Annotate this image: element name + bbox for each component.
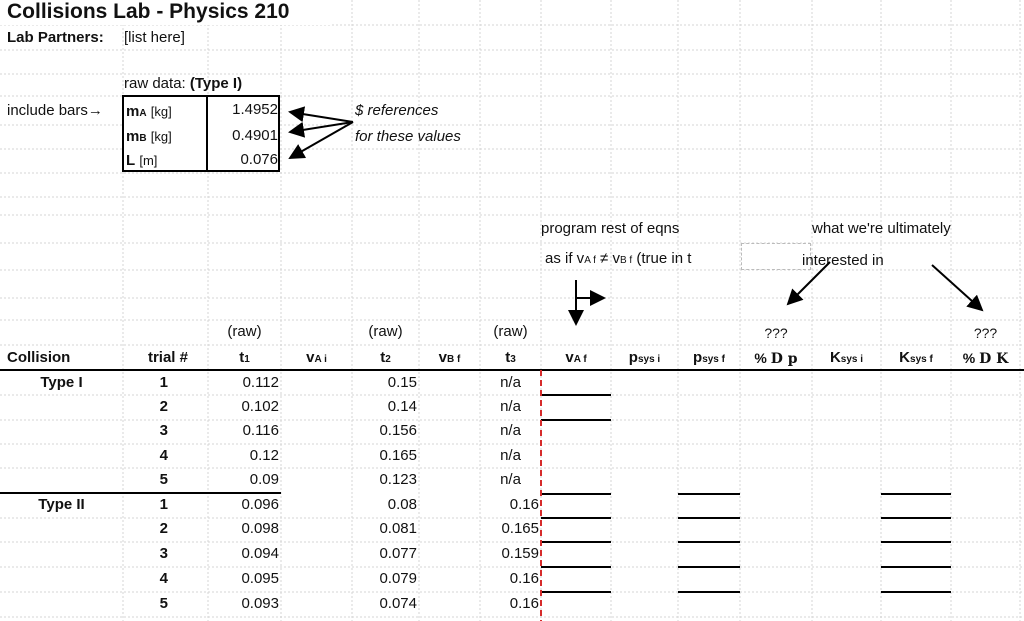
t2-cell[interactable]: 0.14	[387, 398, 417, 415]
interest-note-line1: what we're ultimately	[812, 220, 951, 237]
t3-cell[interactable]: 0.16	[509, 496, 539, 513]
header-psys-f: psys f	[693, 349, 725, 366]
t1-cell[interactable]: 0.094	[241, 545, 279, 562]
interest-note-line2: interested in	[802, 252, 884, 269]
t3-cell[interactable]: n/a	[500, 398, 521, 415]
trial-cell: 1	[159, 496, 168, 513]
sheet-title: Collisions Lab - Physics 210	[7, 0, 290, 23]
t1-cell[interactable]: 0.09	[249, 471, 279, 488]
t3-cell[interactable]: 0.159	[501, 545, 539, 562]
header-vbf: vB f	[438, 349, 461, 366]
header-trial: trial #	[147, 349, 188, 366]
param-mb-value[interactable]: 0.4901	[232, 127, 278, 144]
header-vaf: vA f	[565, 349, 587, 366]
header-qq-dp: ???	[764, 325, 788, 341]
trial-cell: 2	[159, 520, 168, 537]
param-l-value[interactable]: 0.076	[240, 151, 278, 168]
t1-cell[interactable]: 0.116	[242, 422, 279, 439]
header-t3: t3	[505, 349, 516, 366]
trial-cell: 1	[159, 374, 168, 391]
lab-partners-value[interactable]: [list here]	[124, 29, 185, 46]
program-note-line2: as if vA f ≠ vB f (true in t	[545, 250, 692, 267]
t1-cell[interactable]: 0.112	[242, 374, 279, 391]
t1-cell[interactable]: 0.093	[241, 595, 279, 612]
param-mb-label: mB [kg]	[126, 128, 172, 145]
t2-cell[interactable]: 0.123	[379, 471, 417, 488]
program-note-line1: program rest of eqns	[541, 220, 680, 237]
t3-cell[interactable]: n/a	[500, 447, 521, 464]
header-pct-dp: % D p	[754, 350, 798, 367]
header-vai: vA i	[306, 349, 327, 366]
t3-cell[interactable]: n/a	[500, 422, 521, 439]
t2-cell[interactable]: 0.08	[387, 496, 417, 513]
header-ksys-f: Ksys f	[899, 349, 933, 366]
trial-cell: 5	[159, 595, 168, 612]
header-t1: t1	[239, 349, 250, 366]
t3-cell[interactable]: 0.16	[509, 595, 539, 612]
t1-cell[interactable]: 0.102	[241, 398, 279, 415]
header-raw-t2: (raw)	[368, 323, 403, 340]
header-qq-dk: ???	[973, 325, 998, 341]
header-t2: t2	[380, 349, 391, 366]
header-ksys-i: Ksys i	[829, 349, 864, 366]
trial-cell: 3	[159, 545, 168, 562]
header-raw-t1: (raw)	[227, 323, 262, 340]
t2-cell[interactable]: 0.074	[379, 595, 417, 612]
t1-cell[interactable]: 0.095	[241, 570, 279, 587]
param-ma-value[interactable]: 1.4952	[232, 101, 278, 118]
t1-cell[interactable]: 0.098	[241, 520, 279, 537]
t2-cell[interactable]: 0.079	[379, 570, 417, 587]
raw-data-label: raw data: (Type I)	[124, 75, 243, 92]
group-label-type-i: Type I	[40, 374, 83, 391]
param-l-label: L [m]	[126, 152, 158, 169]
param-ma-label: mA [kg]	[126, 103, 172, 120]
t3-cell[interactable]: 0.16	[509, 570, 539, 587]
references-note-line2: for these values	[355, 128, 461, 145]
header-collision: Collision	[7, 349, 71, 366]
trial-cell: 3	[159, 422, 168, 439]
header-psys-i: psys i	[628, 349, 661, 366]
lab-partners-label: Lab Partners:	[7, 29, 104, 46]
t2-cell[interactable]: 0.165	[379, 447, 417, 464]
trial-cell: 4	[159, 447, 168, 464]
trial-cell: 5	[159, 471, 168, 488]
t2-cell[interactable]: 0.077	[379, 545, 417, 562]
t2-cell[interactable]: 0.156	[379, 422, 417, 439]
t3-cell[interactable]: n/a	[500, 374, 521, 391]
t3-cell[interactable]: 0.165	[501, 520, 539, 537]
trial-cell: 2	[159, 398, 168, 415]
group-label-type-ii: Type II	[38, 496, 85, 513]
header-raw-t3: (raw)	[493, 323, 528, 340]
t2-cell[interactable]: 0.081	[379, 520, 417, 537]
t1-cell[interactable]: 0.096	[241, 496, 279, 513]
t2-cell[interactable]: 0.15	[387, 374, 417, 391]
t3-cell[interactable]: n/a	[500, 471, 521, 488]
include-bars-note: include bars→	[7, 102, 103, 119]
t1-cell[interactable]: 0.12	[249, 447, 279, 464]
references-note-line1: $ references	[355, 102, 439, 119]
trial-cell: 4	[159, 570, 168, 587]
header-pct-dk: % D K	[962, 350, 1009, 367]
